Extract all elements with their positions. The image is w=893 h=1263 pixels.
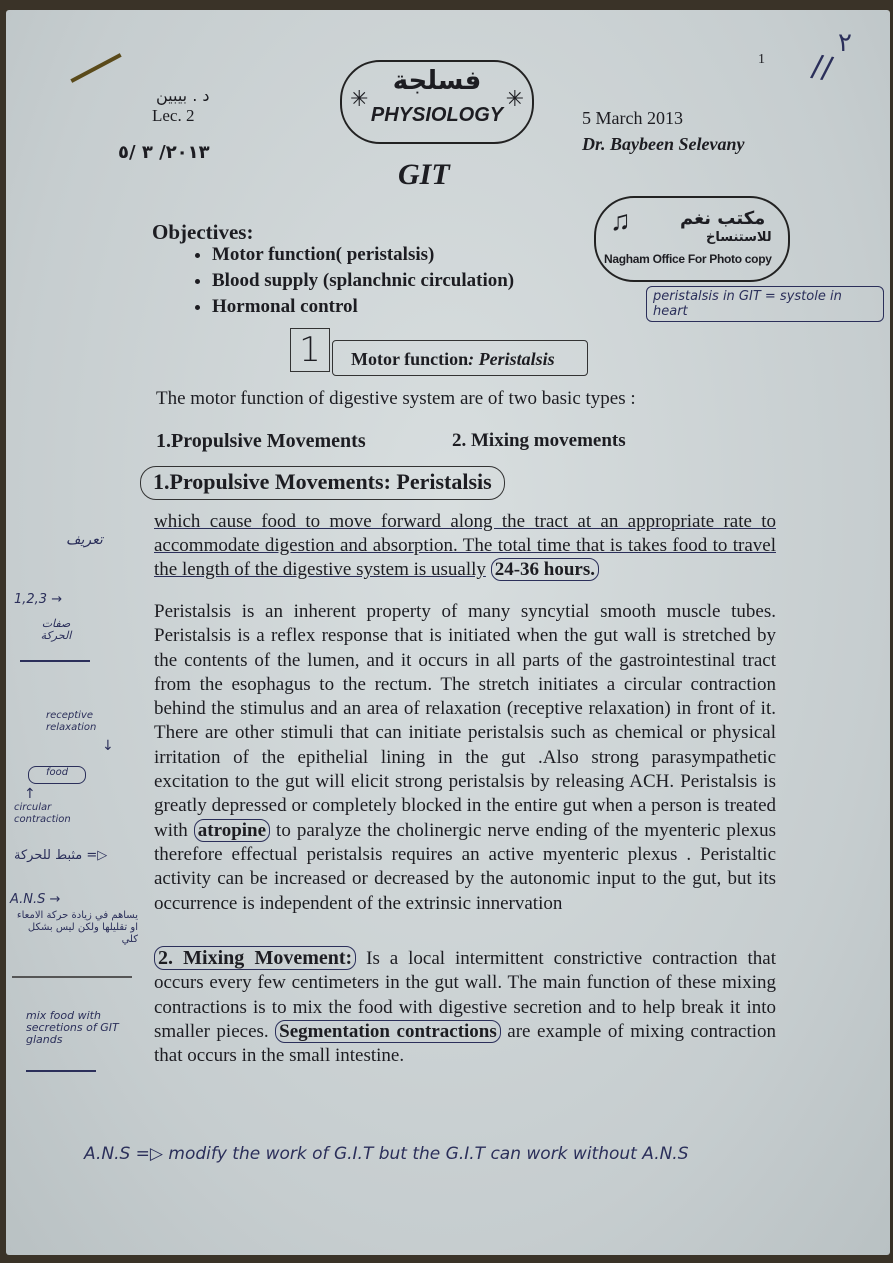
- star-icon: ✳: [505, 86, 524, 111]
- objective-item: • Hormonal control: [212, 294, 514, 320]
- objective-item: • Motor function( peristalsis): [212, 242, 514, 268]
- objectives-title: Objectives:: [152, 220, 254, 244]
- margin-note-inhibitor: مثبط للحركة =▷: [14, 848, 108, 863]
- pen-stroke: [70, 53, 121, 83]
- type-mixing: 2. Mixing movements: [452, 430, 626, 451]
- section-heading-suffix: : Peristalsis: [468, 349, 555, 369]
- margin-note-ans-arabic: يساهم في زيادة حركة الامعاء او تقليلها ولكن ليس بشكل كلي: [16, 910, 138, 945]
- margin-note-circular: circular contraction: [14, 802, 71, 825]
- mixing-paragraph: [154, 946, 776, 1068]
- stamp-english: Nagham Office For Photo copy: [604, 252, 772, 266]
- objectives-list: [156, 242, 514, 320]
- segmentation-highlight: Segmentation contractions: [275, 1020, 501, 1043]
- margin-note-food: food: [28, 766, 86, 784]
- margin-underline: [26, 1070, 96, 1072]
- stamp-arabic-1: مكتب نغم: [680, 208, 766, 229]
- peristalsis-text-continued: to paralyze the cholinergic nerve ending of the myenteric plexus therefore effectual peristalsis requires an active myenteric plexus . Peristaltic activity can be increased or decreased by the autonomic input to the gut, but its occurrence is independent of the extrinsic innervation: [154, 819, 776, 914]
- atropine-highlight: atropine: [194, 819, 270, 842]
- duration-highlight: 24-36 hours.: [491, 558, 599, 581]
- peristalsis-paragraph: [154, 600, 776, 916]
- propulsive-heading: 1.Propulsive Movements: Peristalsis: [140, 466, 505, 500]
- logo-english: PHYSIOLOGY: [370, 104, 504, 126]
- objective-item: • Blood supply (splanchnic circulation): [212, 268, 514, 294]
- margin-note-ans: A.N.S →: [10, 892, 61, 907]
- margin-note-numbers: 1,2,3 →: [14, 592, 63, 607]
- logo-arabic: فسلجة: [392, 66, 482, 96]
- stamp-arabic-2: للاستنساخ: [706, 230, 772, 245]
- intro-text: The motor function of digestive system are of two basic types :: [156, 388, 636, 409]
- propulsive-definition: [154, 510, 776, 583]
- lecture-number: Lec. 2: [152, 106, 195, 125]
- doctor-name: Dr. Baybeen Selevany: [582, 134, 745, 154]
- margin-note-receptive: receptive relaxation: [46, 710, 97, 733]
- margin-note-mix-food: mix food with secretions of GIT glands: [26, 1009, 119, 1046]
- propulsive-definition-text: which cause food to move forward along the tract at an appropriate rate to accommodate digestion and absorption. The total time that is takes food to travel the length of the digestive system is usually: [154, 511, 776, 581]
- physiology-logo: [340, 60, 534, 144]
- mixing-text: Is a local intermittent constrictive contraction that occurs every few centimeters in the gut wall. The main function of these mixing contractions is to mix the food with digestive secretion and to help break it into smaller pieces.: [154, 948, 777, 1042]
- arabic-date: ٢٠١٣/ ٣ /٥: [118, 142, 210, 163]
- section-heading: [332, 340, 588, 376]
- star-icon: ✳: [350, 86, 369, 111]
- section-number-box: 1: [290, 328, 330, 372]
- margin-note-definition: تعريف: [66, 532, 103, 548]
- arabic-name: د . بيبين: [156, 86, 210, 105]
- page-title: GIT: [398, 158, 450, 191]
- arrow-down-icon: ↓: [102, 738, 114, 754]
- mixing-heading: 2. Mixing Movement:: [154, 946, 356, 970]
- corner-mark: ٢: [838, 28, 852, 58]
- lecture-date: 5 March 2013: [582, 108, 683, 128]
- margin-divider: [12, 976, 132, 978]
- margin-note-characteristics: صفات الحركة: [40, 617, 72, 642]
- handwritten-note-systole: peristalsis in GIT = systole in heart: [646, 286, 884, 322]
- peristalsis-text: Peristalsis is an inherent property of many syncytial smooth muscle tubes. Peristalsis is a reflex response that is initiated when the gut wall is stretched by the contents of the lumen, and it occurs in all parts of the gastrointestinal tract from the esophagus to the rectum. The stretch initiates a circular contraction behind the stimulus and an area of relaxation (receptive relaxation) in front of it. There are other stimuli that can initiate peristalsis such as chemical or physical irritation of the epithelial lining in the gut .Also strong parasympathetic excitation to the gut will elicit strong peristalsis by releasing ACH. Peristalsis is greatly depressed or completely blocked in the entire gut when a person is treated with: [154, 601, 776, 841]
- type-propulsive: 1.Propulsive Movements: [156, 430, 366, 452]
- section-heading-prefix: Motor function: [351, 349, 469, 369]
- document-page: [6, 10, 890, 1255]
- photocopy-stamp: [594, 196, 790, 282]
- margin-underline: [20, 660, 90, 662]
- footer-handwritten-note: A.N.S =▷ modify the work of G.I.T but the G.I.T can work without A.N.S: [84, 1144, 689, 1164]
- arrow-up-icon: ↑: [24, 786, 36, 802]
- mixing-text-after: are example of mixing contraction that occurs in the small intestine.: [154, 1020, 777, 1067]
- music-note-icon: ♫: [610, 206, 631, 237]
- page-number: 1: [758, 52, 765, 67]
- slash-marks: //: [809, 48, 836, 87]
